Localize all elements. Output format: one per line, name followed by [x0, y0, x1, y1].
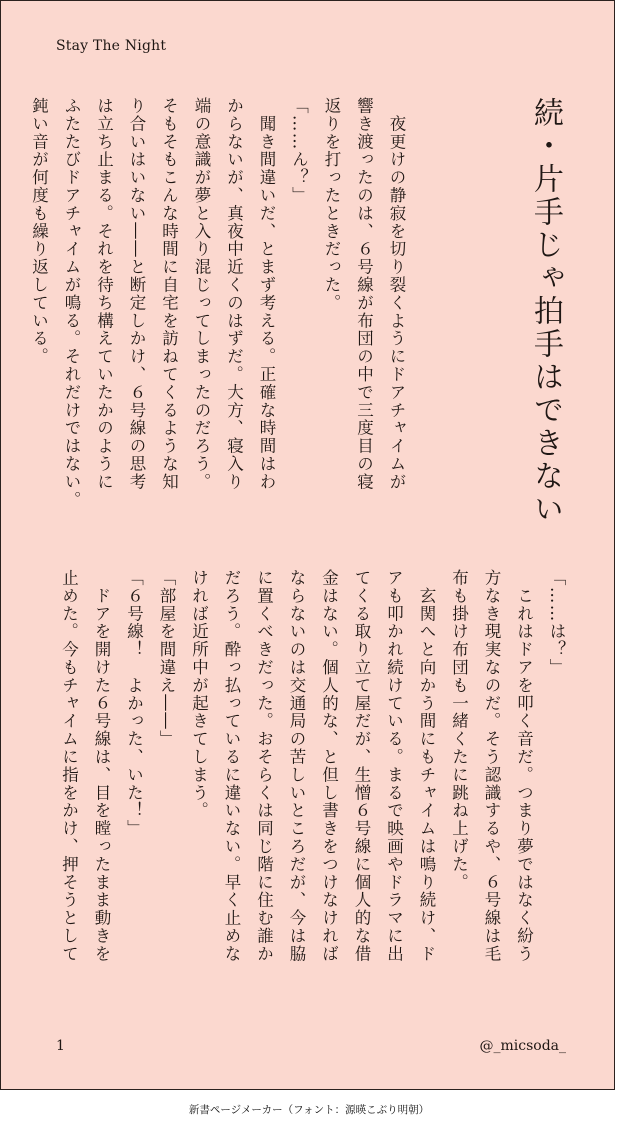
- text-block-bottom: [52, 569, 572, 1019]
- text-line: 響き渡ったのは、６号線が布団の中で三度目の寝: [354, 97, 374, 491]
- book-title: Stay The Night: [56, 38, 167, 54]
- text-line: 「６号線！ よかった、いた！」: [124, 569, 144, 838]
- text-line: からないが、真夜中近くのはずだ。大方、寝入り: [224, 97, 244, 491]
- text-line: 「部屋を間違え――」: [157, 569, 176, 748]
- text-line: てくる取り立て屋だが、生憎６号線に個人的な借: [352, 569, 371, 963]
- text-line: そもそもこんな時間に自宅を訪ねてくるような知: [159, 97, 179, 491]
- text-line: ドアを開けた６号線は、目を瞠ったまま動きを: [92, 569, 111, 963]
- text-line: 聞き間違いだ、とまず考える。正確な時間はわ: [257, 97, 276, 491]
- text-line: 玄関へと向かう間にもチャイムは鳴り続け、ド: [417, 569, 436, 963]
- generator-credit: 新書ページメーカー（フォント：源暎こぶり明朝）: [188, 1104, 430, 1116]
- text-line: ならないのは交通局の苦しいところだが、今は脇: [287, 569, 306, 963]
- text-line: ふたたびドアチャイムが鳴る。それだけではない。: [62, 97, 81, 509]
- page-number: 1: [56, 1038, 65, 1054]
- story-title: 続・片手じゃ拍手はできない: [528, 97, 563, 526]
- text-line: だろう。酔っ払っているに違いない。早く止めな: [222, 569, 241, 963]
- text-line: り合いはいない――と断定しかけ、６号線の思考: [127, 97, 146, 491]
- text-line: に置くべきだった。おそらくは同じ階に住む誰か: [254, 569, 274, 963]
- text-line: 「……は？」: [547, 569, 566, 677]
- text-line: 鈍い音が何度も繰り返している。: [29, 97, 49, 366]
- text-line: 布も掛け布団も一緒くたに跳ね上げた。: [449, 569, 469, 892]
- text-line: 夜更けの静寂を切り裂くようにドアチャイムが: [387, 97, 406, 491]
- text-line: 端の意識が夢と入り混じってしまったのだろう。: [192, 97, 211, 491]
- text-line: アも叩かれ続けている。まるで映画やドラマに出: [384, 569, 404, 963]
- text-line: 金はない。個人的な、と但し書きをつけなければ: [319, 569, 339, 963]
- text-line: 返りを打ったときだった。: [322, 97, 341, 312]
- text-line: 方なき現実なのだ。そう認識するや、６号線は毛: [482, 569, 501, 963]
- author-handle: @_micsoda_: [479, 1038, 566, 1054]
- text-block-top: [22, 97, 412, 527]
- text-line: ければ近所中が起きてしまう。: [189, 569, 209, 820]
- text-line: これはドアを叩く音だ。つまり夢ではなく紛う: [514, 569, 534, 963]
- text-line: 止めた。今もチャイムに指をかけ、押そうとして: [59, 569, 79, 963]
- text-line: 「……ん？」: [289, 97, 309, 205]
- text-line: は立ち止まる。それを待ち構えていたかのように: [94, 97, 114, 491]
